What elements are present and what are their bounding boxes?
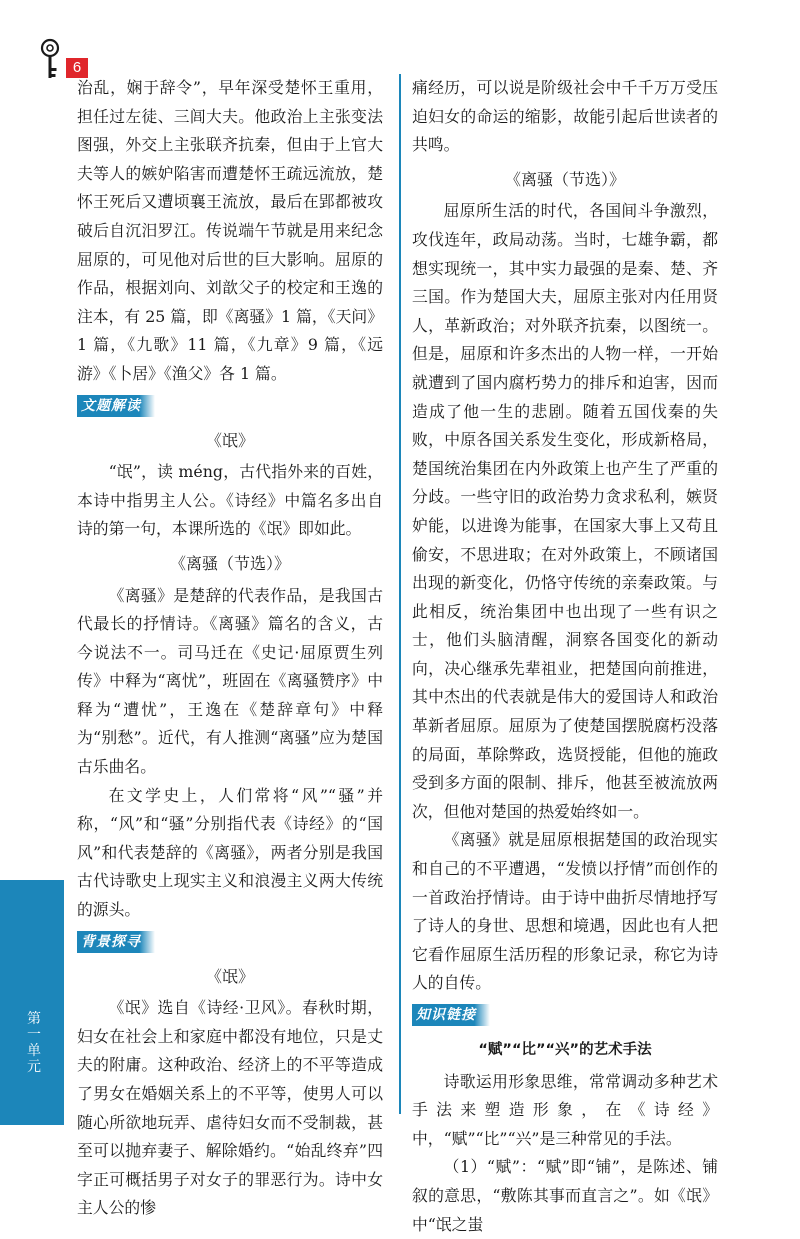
- intro-paragraph: 治乱，娴于辞令”，早年深受楚怀王重用，担任过左徒、三闾大夫。他政治上主张变法图强，外交上主张联齐抗秦，但由于上官大夫等人的嫉妒陷害而遭楚怀王疏远流放，楚怀王死后又遭顷襄王流放，最后在郢都被攻破后自沉汨罗江。传说端午节就是用来纪念屈原的，可见他对后世的巨大影响。屈原的作品，根据刘向、刘歆父子的校定和王逸的注本，有 25 篇，即《离骚》1 篇，《天问》1 篇，《九歌》11 篇，《九章》9 篇，《远游》《卜居》《渔父》各 1 篇。: [77, 78, 383, 383]
- continued-paragraph: 痛经历，可以说是阶级社会中千千万万受压迫妇女的命运的缩影，故能引起后世读者的共鸣。: [412, 78, 718, 155]
- section-title: “赋”“比”“兴”的艺术手法: [478, 1042, 652, 1058]
- paragraph: 《氓》选自《诗经·卫风》。春秋时期，妇女在社会上和家庭中都没有地位，只是丈夫的附庸。这种政治、经济上的不平等造成了男女在婚姻关系上的不平等，使男人可以随心所欲地玩弄、虐待妇女而不受制裁，甚至可以抛弃妻子、解除婚约。“始乱终弃”四字正可概括男子对女子的罪恶行为。诗中女主人公的惨: [77, 998, 383, 1218]
- paragraph: 屈原所生活的时代，各国间斗争激烈，攻伐连年，政局动荡。当时，七雄争霸，都想实现统一，其中实力最强的是秦、楚、齐三国。作为楚国大夫，屈原主张对内任用贤人，革新政治；对外联齐抗秦，以图统一。但是，屈原和许多杰出的人物一样，一开始就遭到了国内腐朽势力的排斥和迫害，因而造成了他一生的悲剧。随着五国伐秦的失败，中原各国关系发生变化，形成新格局，楚国统治集团在内外政策上也产生了严重的分歧。一些守旧的政治势力贪求私利，嫉贤妒能，以进谗为能事，在国家大事上又苟且偷安，不思进取；在对外政策上，不顾诸国出现的新变化，仍恪守传统的亲秦政策。与此相反，统治集团中也出现了一些有识之士，他们头脑清醒，洞察各国变化的新动向，决心继承先辈祖业，把楚国向前推进，其中杰出的代表就是伟大的爱国诗人和政治革新者屈原。屈原为了使楚国摆脱腐朽没落的局面，革除弊政，选贤授能，但他的施政受到多方面的限制、排斥，他甚至被流放两次，但他对楚国的热爱始终如一。: [412, 201, 718, 821]
- paragraph: 在文学史上，人们常将“风”“骚”并称，“风”和“骚”分别指代表《诗经》的“国风”和代表楚辞的《离骚》，两者分别是我国古代诗歌史上现实主义和浪漫主义两大传统的源头。: [77, 785, 383, 920]
- page-number: 6: [66, 58, 88, 78]
- paragraph: （1）“赋”：“赋”即“铺”，是陈述、铺叙的意思，“敷陈其事而直言之”。如《氓》中“氓之蚩: [412, 1157, 718, 1234]
- section-title: 《离骚（节选）》: [504, 169, 625, 189]
- column-divider: [399, 74, 401, 1114]
- section-tag-background: 背景探寻: [77, 931, 155, 953]
- unit-side-label: 第一单元: [27, 1010, 41, 1074]
- paragraph: 《离骚》是楚辞的代表作品，是我国古代最长的抒情诗。《离骚》篇名的含义，古今说法不一。司马迁在《史记·屈原贾生列传》中释为“离忧”，班固在《离骚赞序》中释为“遭忧”，王逸在《楚辞章句》中释为“别愁”。近代，有人推测“离骚”应为楚国古乐曲名。: [77, 585, 383, 777]
- section-title: 《离骚（节选）》: [169, 553, 290, 573]
- section-tag-knowledge-link: 知识链接: [412, 1004, 490, 1026]
- paragraph: “氓”，读 méng，古代指外来的百姓，本诗中指男主人公。《诗经》中篇名多出自诗的第一句，本课所选的《氓》即如此。: [77, 462, 383, 539]
- left-column: [77, 74, 383, 1223]
- paragraph: 《离骚》就是屈原根据楚国的政治现实和自己的不平遭遇，“发愤以抒情”而创作的一首政治抒情诗。由于诗中曲折尽情地抒写了诗人的身世、思想和境遇，因此也有人把它看作屈原生活历程的形象记录，称它为诗人的自传。: [412, 830, 718, 993]
- unit-side-tab: [0, 880, 64, 1125]
- paragraph: 诗歌运用形象思维，常常调动多种艺术手法来塑造形象，在《诗经》中，“赋”“比”“兴”是三种常见的手法。: [412, 1071, 718, 1148]
- key-icon: [38, 38, 68, 82]
- section-title: 《氓》: [205, 430, 254, 450]
- section-title: 《氓》: [205, 966, 254, 986]
- right-column: [412, 74, 718, 1239]
- section-tag-title-interpretation: 文题解读: [77, 395, 155, 417]
